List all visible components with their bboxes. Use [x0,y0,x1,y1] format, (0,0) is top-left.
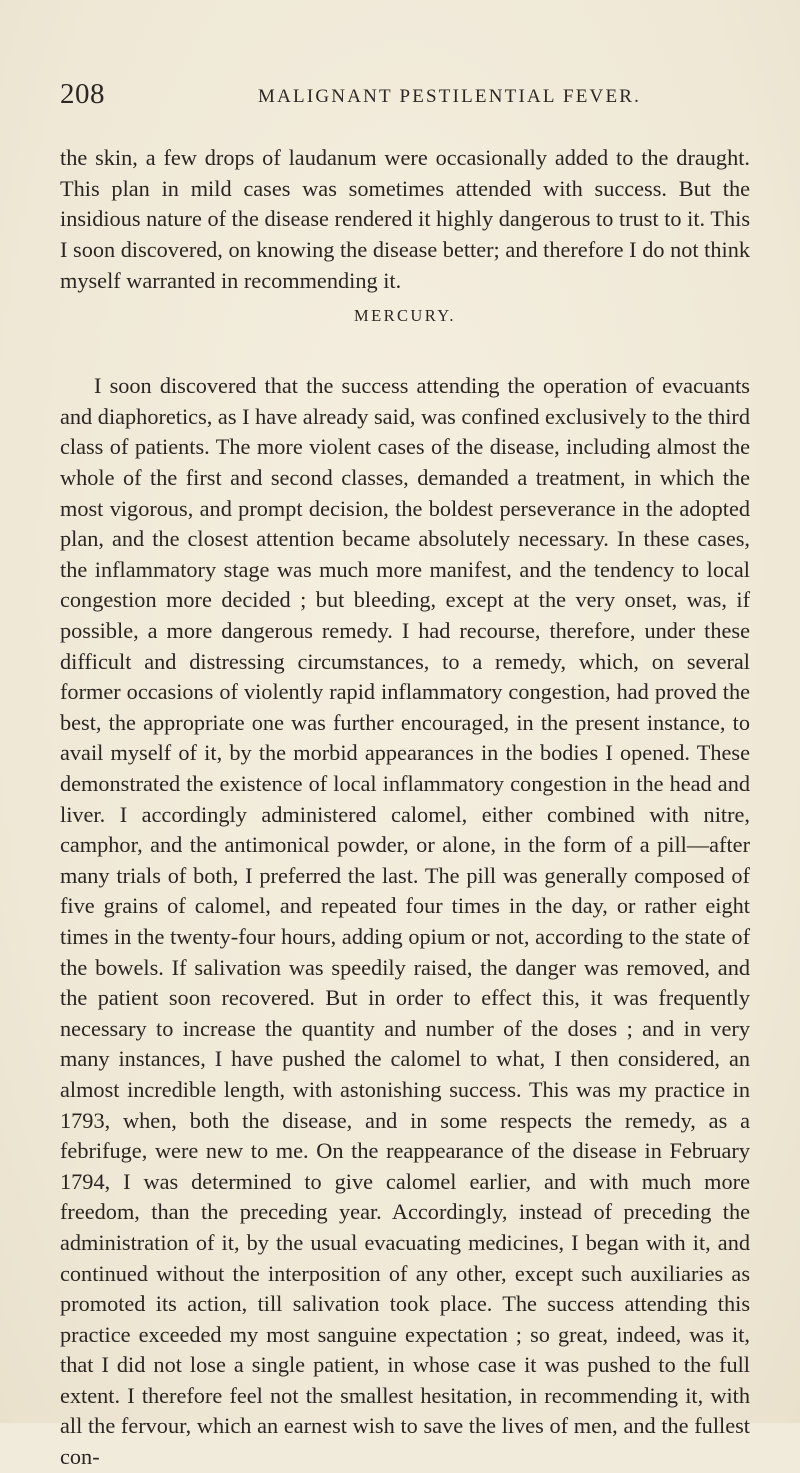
running-title: MALIGNANT PESTILENTIAL FEVER. [258,86,642,107]
paragraph-continued: the skin, a few drops of laudanum were occasionally added to the draught. This plan in mild cases was sometimes attended with success. But the insidious nature of the disease rendered it highly dangerous to trust to it. This I soon discovered, on knowing the disease better; and therefore I do not think myself warranted in recommending it. [60,145,750,293]
page-header [60,78,750,114]
paragraph-mercury: I soon discovered that the success attending the operation of evacuants and diaphoretics, as I have already said, was confined exclusively to the third class of patients. The more violent cases of the disease, including almost the whole of the first and second classes, demanded a treatment, in which the most vigorous, and prompt decision, the boldest perseverance in the adopted plan, and the closest attention became absolutely necessary. In these cases, the inflammatory stage was much more manifest, and the tendency to local congestion more decided ; but bleeding, except at the very onset, was, if possible, a more dangerous remedy. I had recourse, therefore, under these difficult and distressing circumstances, to a remedy, which, on several former occasions of violently rapid inflammatory congestion, had proved the best, the appropriate one was further encouraged, in the present instance, to avail myself of it, by the morbid appearances in the bodies I opened. These demonstrated the existence of local inflammatory congestion in the head and liver. I accordingly administered calomel, either combined with nitre, camphor, and the antimonical powder, or alone, in the form of a pill—after many trials of both, I preferred the last. The pill was generally composed of five grains of calomel, and repeated four times in the day, or rather eight times in the twenty-four hours, adding opium or not, according to the state of the bowels. If salivation was speedily raised, the danger was removed, and the patient soon recovered. But in order to effect this, it was frequently necessary to increase the quantity and number of the doses ; and in very many instances, I have pushed the calomel to what, I then considered, an almost incredible length, with astonishing success. This was my practice in 1793, when, both the disease, and in some respects the remedy, as a febrifuge, were new to me. On the reappearance of the disease in February 1794, I was determined to give calomel earlier, and with much more freedom, than the preceding year. Accordingly, instead of preceding the administration of it, by the usual evacuating medicines, I began with it, and continued without the interposition of any other, except such auxiliaries as promoted its action, till salivation took place. The success attending this practice exceeded my most sanguine expectation ; so great, indeed, was it, that I did not lose a single patient, in whose case it was pushed to the full extent. I therefore feel not the smallest hesitation, in recommending it, with all the fervour, which an earnest wish to save the lives of men, and the fullest con- [60,373,750,1470]
page-number: 208 [60,78,105,110]
section-heading: MERCURY. [354,306,456,325]
